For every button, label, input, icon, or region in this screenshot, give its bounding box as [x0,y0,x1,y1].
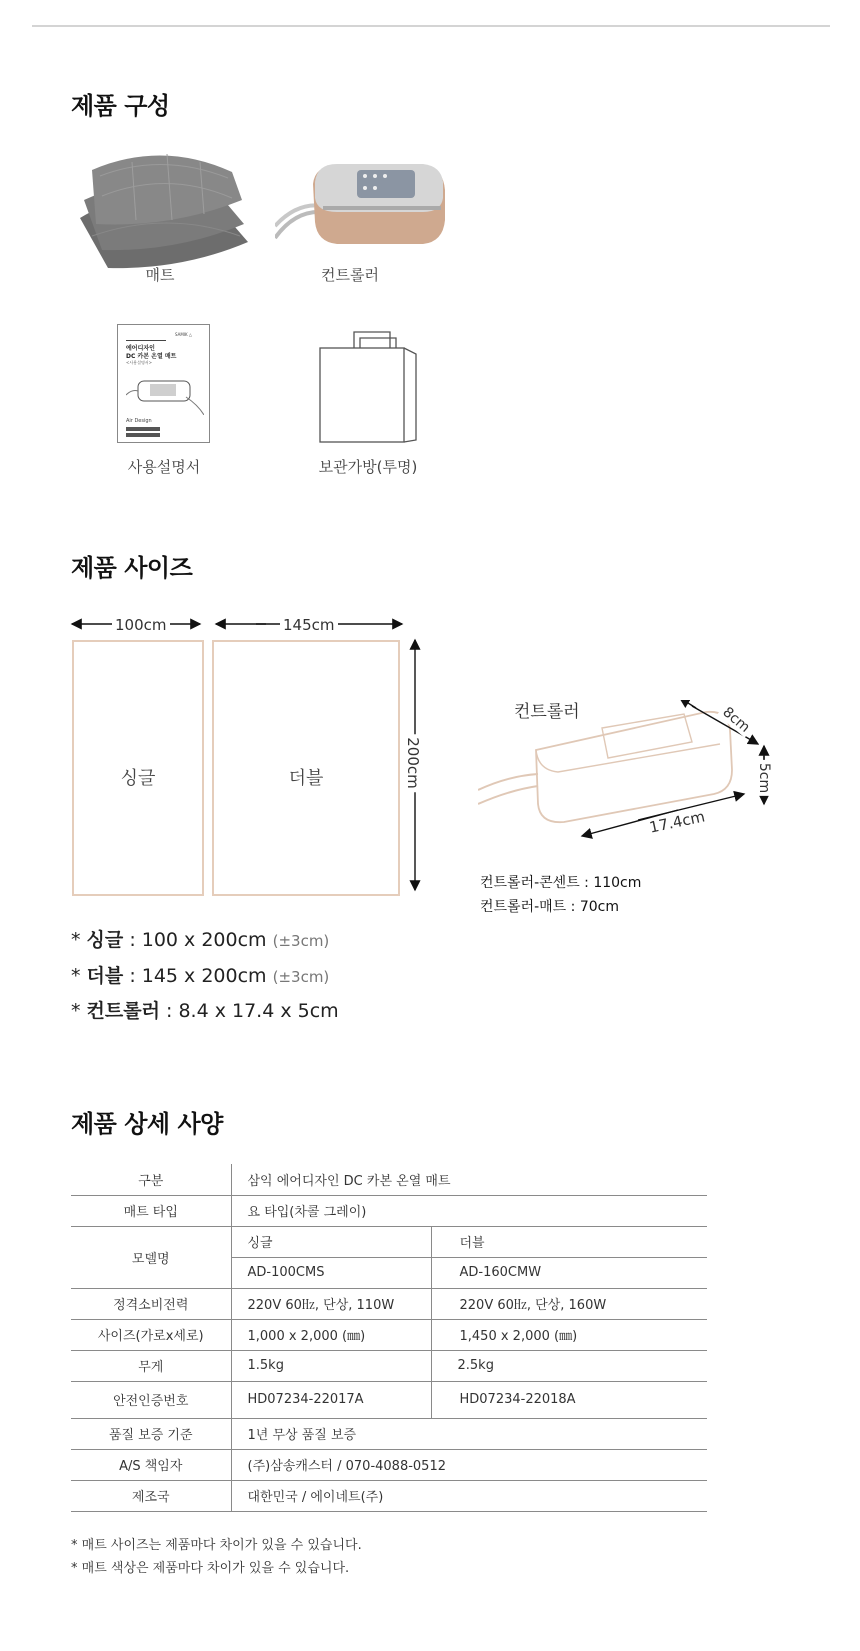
spec-line-single: * 싱글 : 100 x 200cm (±3cm) [71,929,330,951]
table-row [71,1319,707,1350]
mat-single-outline [72,640,204,896]
mat-double-outline [212,640,400,896]
row-header-cert: 안전인증번호 [71,1381,231,1418]
ctrl-dim-length: 17.4cm [645,808,709,837]
row-header-as: A/S 책임자 [71,1449,231,1480]
item-caption-manual: 사용설명서 [127,458,201,476]
model-double-code: AD-160CMW [431,1257,707,1288]
size-title: 제품 사이즈 [71,554,193,582]
spec-tol-double: (±3cm) [272,968,330,986]
manual-title-3: <사용설명서> [126,360,153,365]
size-single: 1,000 x 2,000 (㎜) [231,1319,431,1350]
row-header-size: 사이즈(가로x세로) [71,1319,231,1350]
spec-value-double: : 145 x 200cm [129,965,267,987]
model-double-label: 더블 [431,1226,707,1257]
manual-image [117,324,210,443]
cert-double: HD07234-22018A [431,1381,707,1418]
dim-width-single: 100cm [112,617,170,633]
controller-drawing-label: 컨트롤러 [514,702,580,722]
dim-width-double: 145cm [280,617,338,633]
spec-line-controller: * 컨트롤러 : 8.4 x 17.4 x 5cm [71,1000,339,1022]
row-header-mat-type: 매트 타입 [71,1195,231,1226]
table-row [71,1288,707,1319]
item-caption-bag: 보관가방(투명) [318,458,418,476]
power-double: 220V 60㎐, 단상, 160W [431,1288,707,1319]
manual-rule [126,340,166,341]
note-color: * 매트 색상은 제품마다 차이가 있을 수 있습니다. [71,1561,350,1576]
manual-bar-1 [126,427,160,431]
note-size: * 매트 사이즈는 제품마다 차이가 있을 수 있습니다. [71,1538,362,1553]
manual-title-1: 에어디자인 [126,345,155,352]
mat-double-label: 더블 [288,768,324,789]
weight-single: 1.5kg [231,1350,431,1381]
table-row [71,1164,707,1195]
spec-tol-single: (±3cm) [272,932,330,950]
spec-table [71,1164,707,1512]
ctrl-dim-width: 8cm [717,702,755,738]
size-double: 1,450 x 2,000 (㎜) [431,1319,707,1350]
spec-line-double: * 더블 : 145 x 200cm (±3cm) [71,965,330,987]
manual-logo: Air Design [126,418,152,424]
folded-mat-image [72,140,252,272]
table-row [71,1350,707,1381]
cert-single: HD07234-22017A [231,1381,431,1418]
row-value-as: (주)삼송캐스터 / 070-4088-0512 [231,1449,707,1480]
ctrl-dim-height: 5cm [756,760,772,796]
table-row [71,1418,707,1449]
storage-bag-image [318,330,418,444]
item-caption-controller: 컨트롤러 [321,266,379,284]
row-header-warranty: 품질 보증 기준 [71,1418,231,1449]
spec-name-single: 싱글 [86,929,124,951]
table-row [71,1226,707,1257]
row-value-category: 삼익 에어디자인 DC 카본 온열 매트 [231,1164,707,1195]
spec-name-controller: 컨트롤러 [86,1000,160,1022]
controller-image [275,160,450,250]
row-header-category: 구분 [71,1164,231,1195]
row-value-mat-type: 요 타입(차콜 그레이) [231,1195,707,1226]
top-divider [32,25,830,27]
dim-height: 200cm [405,734,421,792]
manual-controller-sketch [126,371,204,415]
model-single-label: 싱글 [231,1226,431,1257]
manual-title-2: DC 카본 온열 매트 [126,353,177,360]
detail-title: 제품 상세 사양 [71,1110,223,1138]
row-value-origin: 대한민국 / 에이네트(주) [231,1480,707,1511]
spec-value-single: : 100 x 200cm [129,929,267,951]
item-caption-mat: 매트 [145,266,175,284]
row-header-power: 정격소비전력 [71,1288,231,1319]
composition-title: 제품 구성 [71,92,170,120]
table-row [71,1480,707,1511]
table-row [71,1195,707,1226]
row-header-origin: 제조국 [71,1480,231,1511]
row-value-warranty: 1년 무상 품질 보증 [231,1418,707,1449]
spec-value-controller: : 8.4 x 17.4 x 5cm [166,1000,339,1022]
mat-single-label: 싱글 [120,768,156,789]
row-header-weight: 무게 [71,1350,231,1381]
table-row [71,1381,707,1418]
cable-outlet-length: 컨트롤러-콘센트 : 110cm [480,875,642,891]
spec-name-double: 더블 [86,965,124,987]
cable-mat-length: 컨트롤러-매트 : 70cm [480,899,619,915]
model-single-code: AD-100CMS [231,1257,431,1288]
row-header-model: 모델명 [71,1226,231,1288]
weight-double: 2.5kg [431,1350,707,1381]
manual-bar-2 [126,433,160,437]
power-single: 220V 60㎐, 단상, 110W [231,1288,431,1319]
table-row [71,1449,707,1480]
manual-brand: SAMIK △ [175,332,192,337]
